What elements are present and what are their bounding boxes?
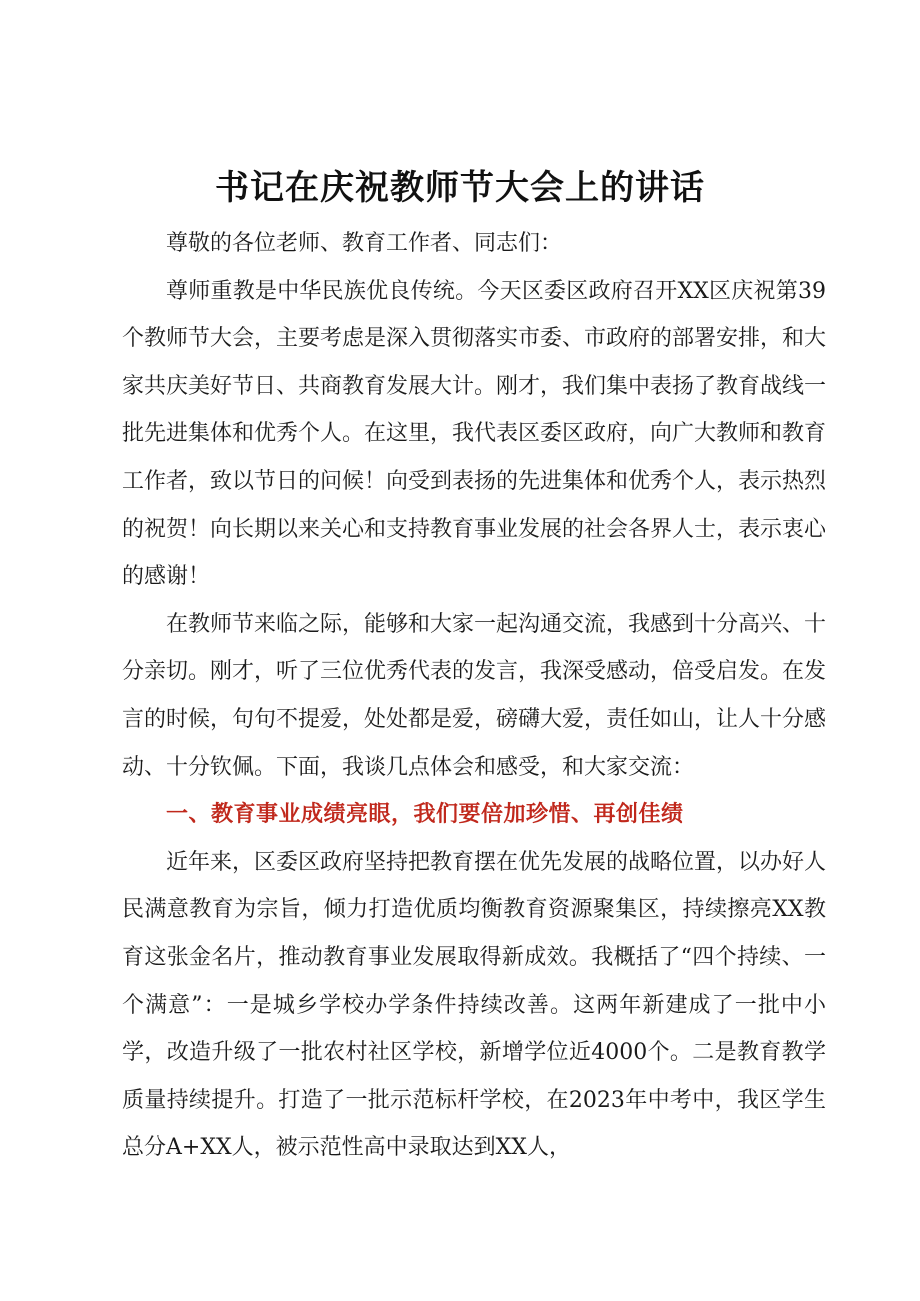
paragraph-opening: 尊师重教是中华民族优良传统。今天区委区政府召开XX区庆祝第39个教师节大会，主要考虑是深入贯彻落实市委、市政府的部署安排，和大家共庆美好节日、共商教育发展大计。刚才，我们集中表扬了教育战线一批先进集体和优秀个人。在这里，我代表区委区政府，向广大教师和教育工作者，致以节日的问候！向受到表扬的先进集体和优秀个人，表示热烈的祝贺！向长期以来关心和支持教育事业发展的社会各界人士，表示衷心的感谢！	[122, 278, 827, 590]
paragraph-feelings: 在教师节来临之际，能够和大家一起沟通交流，我感到十分高兴、十分亲切。刚才，听了三位优秀代表的发言，我深受感动，倍受启发。在发言的时候，句句不提爱，处处都是爱，磅礴大爱，责任如山，让人十分感动、十分钦佩。下面，我谈几点体会和感受，和大家交流：	[122, 611, 827, 780]
document-body	[122, 220, 826, 1172]
document-title: 书记在庆祝教师节大会上的讲话	[215, 168, 705, 208]
salutation: 尊敬的各位老师、教育工作者、同志们：	[166, 231, 563, 256]
section-heading-1: 一、教育事业成绩亮眼，我们要倍加珍惜、再创佳绩	[166, 802, 684, 828]
paragraph-achievements: 近年来，区委区政府坚持把教育摆在优先发展的战略位置，以办好人民满意教育为宗旨，倾力打造优质均衡教育资源聚集区，持续擦亮XX教育这张金名片，推动教育事业发展取得新成效。我概括了“四个持续、一个满意”：一是城乡学校办学条件持续改善。这两年新建成了一批中小学，改造升级了一批农村社区学校，新增学位近4000个。二是教育教学质量持续提升。打造了一批示范标杆学校，在2023年中考中，我区学生总分A+XX人，被示范性高中录取达到XX人，	[122, 849, 827, 1161]
